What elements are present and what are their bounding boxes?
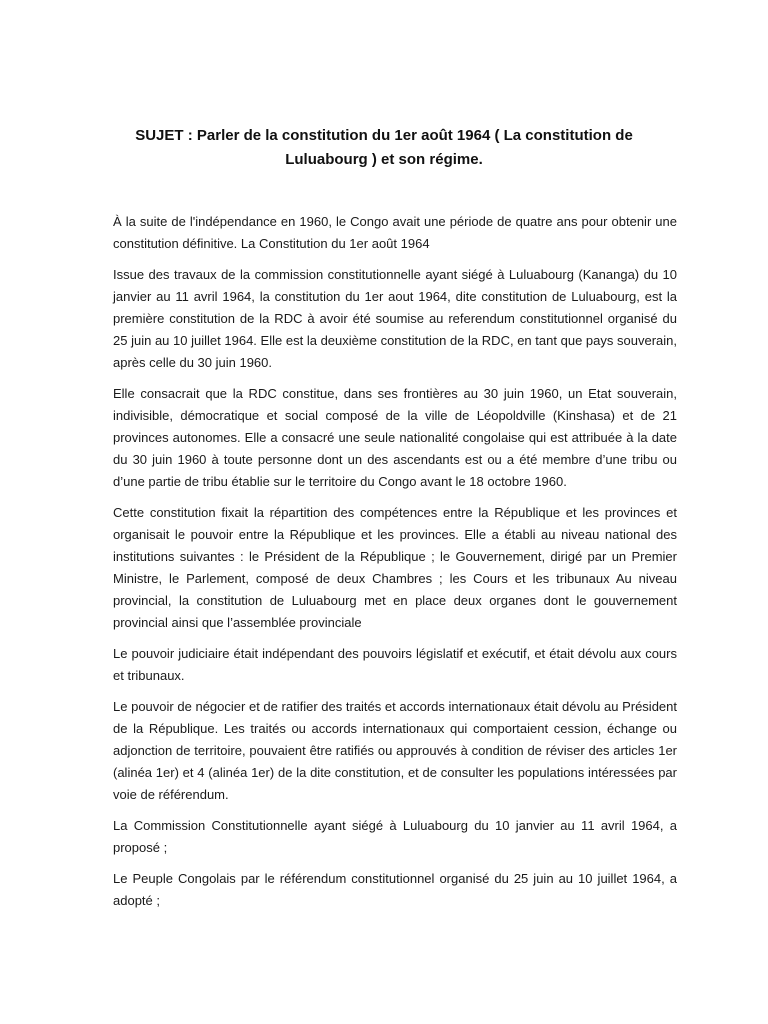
document-body	[113, 211, 677, 921]
paragraph-origin: Issue des travaux de la commission constitutionnelle ayant siégé à Luluabourg (Kananga) du 10 janvier au 11 avril 1964, la constitution du 1er aout 1964, dite constitution de Luluabourg, est la première constitution de la RDC à avoir été soumise au referendum constitutionnel organisé du 25 juin au 10 juillet 1964. Elle est la deuxième constitution de la RDC, en tant que pays souverain, après celle du 30 juin 1960.	[113, 267, 677, 370]
paragraph-treaties: Le pouvoir de négocier et de ratifier des traités et accords internationaux était dévolu au Président de la République. Les traités ou accords internationaux qui comportaient cession, échange ou adjonction de territoire, pouvaient être ratifiés ou approuvés à condition de réviser des articles 1er (alinéa 1er) et 4 (alinéa 1er) de la dite constitution, et de consulter les populations intéressées par voie de référendum.	[113, 699, 677, 802]
paragraph-state: Elle consacrait que la RDC constitue, dans ses frontières au 30 juin 1960, un Etat souverain, indivisible, démocratique et social composé de la ville de Léopoldville (Kinshasa) et de 21 provinces autonomes. Elle a consacré une seule nationalité congolaise qui est attribuée à la date du 30 juin 1960 à toute personne dont un des ascendants est ou a été membre d’une tribu ou d’une partie de tribu établie sur le territoire du Congo avant le 18 octobre 1960.	[113, 386, 677, 489]
paragraph-intro: À la suite de l'indépendance en 1960, le Congo avait une période de quatre ans pour obtenir une constitution définitive. La Constitution du 1er août 1964	[113, 214, 677, 251]
paragraph-commission: La Commission Constitutionnelle ayant siégé à Luluabourg du 10 janvier au 11 avril 1964, a proposé ;	[113, 818, 677, 855]
paragraph-judiciary: Le pouvoir judiciaire était indépendant des pouvoirs législatif et exécutif, et était dévolu aux cours et tribunaux.	[113, 646, 677, 683]
document-title: SUJET : Parler de la constitution du 1er août 1964 ( La constitution de Luluabourg ) et son régime.	[135, 127, 633, 168]
paragraph-referendum: Le Peuple Congolais par le référendum constitutionnel organisé du 25 juin au 10 juillet 1964, a adopté ;	[113, 871, 677, 908]
paragraph-institutions: Cette constitution fixait la répartition des compétences entre la République et les provinces et organisait le pouvoir entre la République et les provinces. Elle a établi au niveau national des institutions suivantes : le Président de la République ; le Gouvernement, dirigé par un Premier Ministre, le Parlement, composé de deux Chambres ; les Cours et les tribunaux Au niveau provincial, la constitution de Luluabourg met en place deux organes dont le gouvernement provincial ainsi que l’assemblée provinciale	[113, 505, 677, 630]
